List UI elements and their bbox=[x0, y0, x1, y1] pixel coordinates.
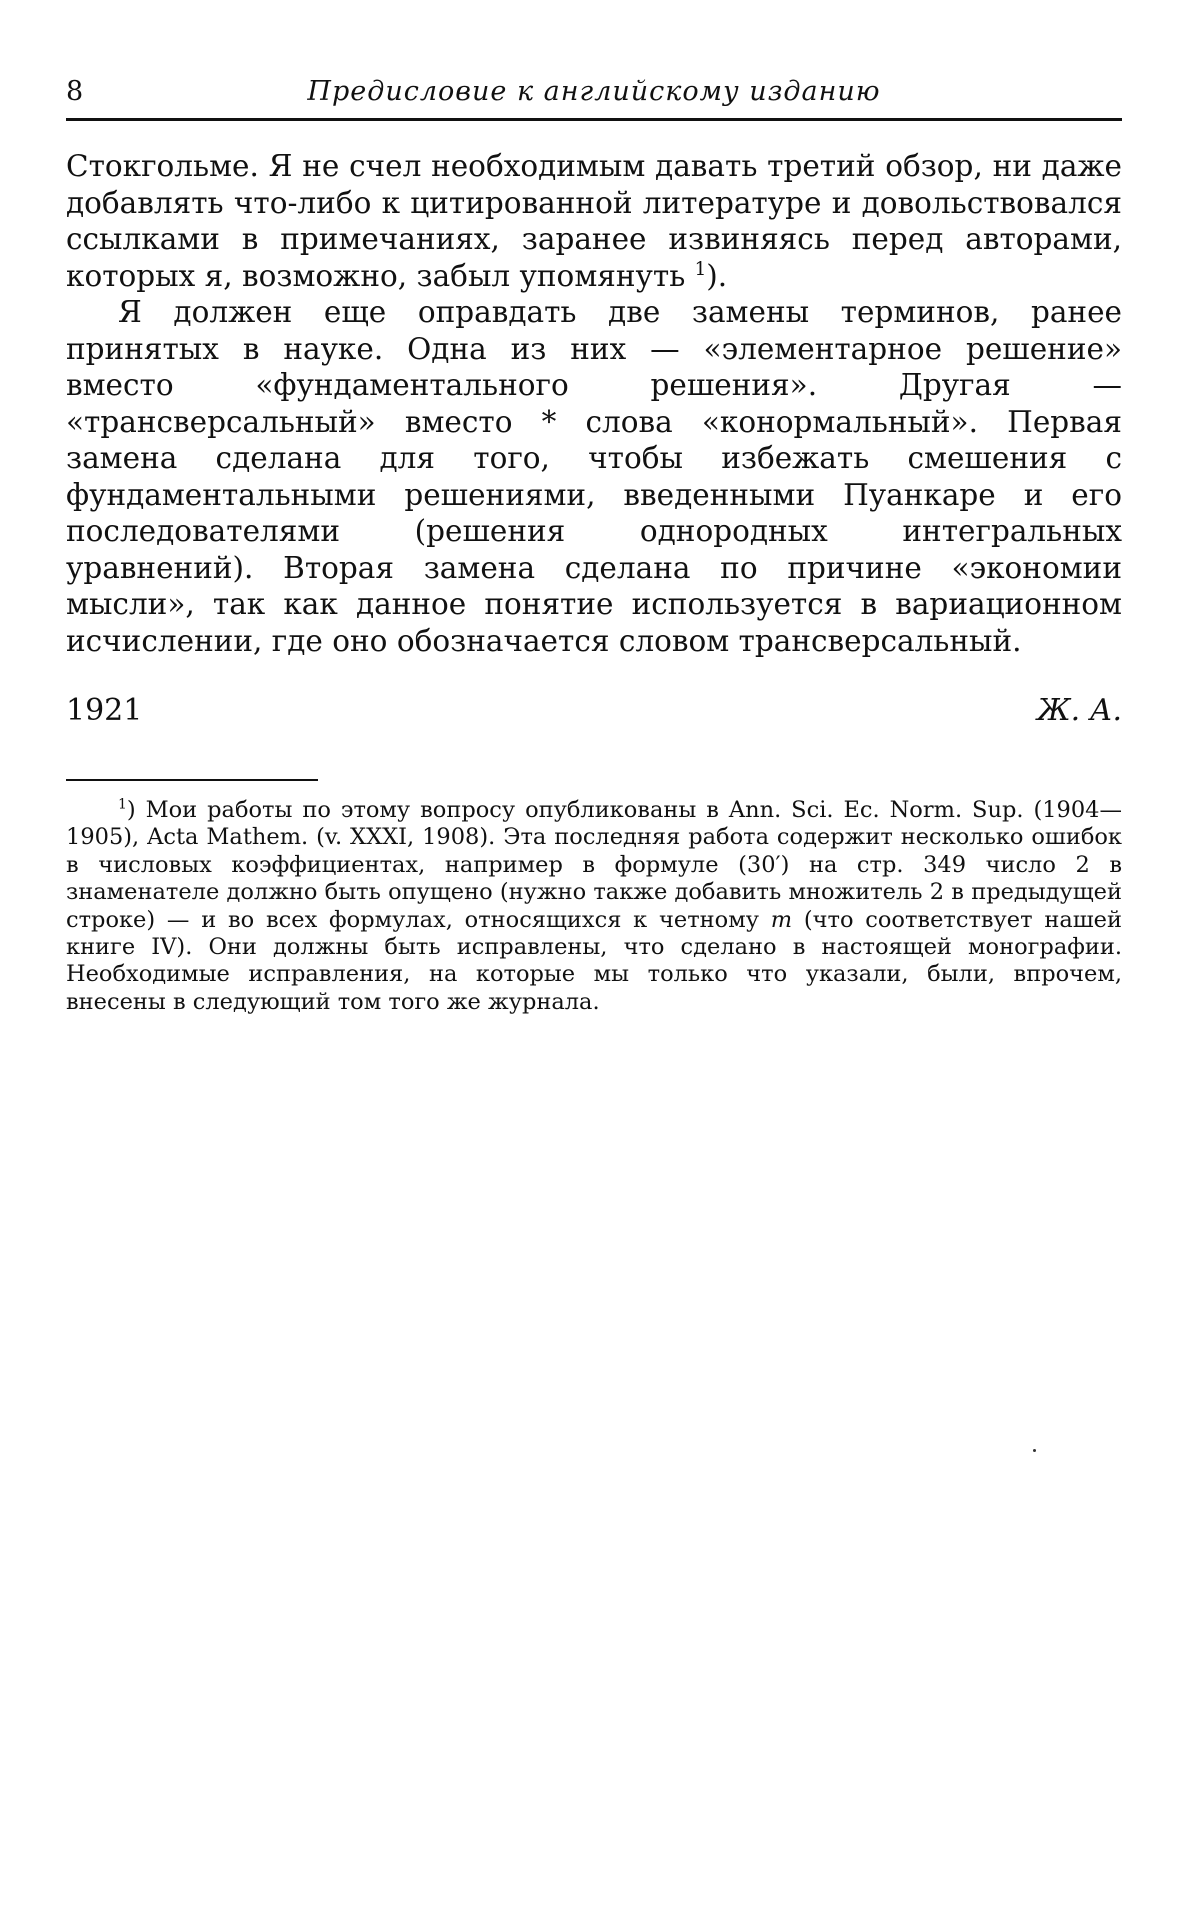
paragraph-2: Я должен еще оправдать две замены терминов, ранее принятых в науке. Одна из них — «элементарное решение» вместо «фундаментального решения». Другая — «трансверсальный» вместо * слова «конормальный». Первая замена сделана для того, чтобы избежать смешения с фундаментальными решениями, введенными Пуанкаре и его последователями (решения однородных интегральных уравнений). Вторая замена сделана по причине «экономии мысли», так как данное понятие используется в вариационном исчислении, где оно обозначается словом трансверсальный. bbox=[66, 295, 1122, 658]
signature-year: 1921 bbox=[66, 693, 143, 728]
running-head-title: Предисловие к английскому изданию bbox=[307, 76, 881, 107]
footnote-reference[interactable]: 1 bbox=[694, 258, 707, 280]
paragraph-1-end: ). bbox=[706, 258, 728, 293]
scan-speck bbox=[1033, 1449, 1036, 1452]
body-text bbox=[66, 148, 1122, 659]
page-number: 8 bbox=[66, 76, 84, 107]
footnote-marker: 1 bbox=[118, 796, 127, 813]
signature-initials: Ж. А. bbox=[1036, 693, 1122, 728]
footnote-text-2: (что соответствует нашей книге IV). Они должны быть исправлены, что сделано в настоящей монографии. Необходимые исправления, на которые мы только что указали, были, впрочем, внесены в следующий том того же журнала. bbox=[66, 906, 1122, 1015]
footnote bbox=[66, 797, 1122, 1016]
signature-line bbox=[66, 693, 1122, 733]
footnote-text-1: ) Мои работы по этому вопросу опубликованы в Ann. Sci. Ec. Norm. Sup. (1904—1905), Acta Mathem. (v. XXXI, 1908). Эта последняя работа содержит несколько ошибок в числовых коэффициентах, например в формуле (30′) на стр. 349 число 2 в знаменателе должно быть опущено (нужно также добавить множитель 2 в предыдущей строке) — и во всех формулах, относящихся к четному bbox=[66, 797, 1122, 933]
paragraph-1-text: Стокгольме. Я не счел необходимым давать третий обзор, ни даже добавлять что-либо к цитированной литературе и довольствовался ссылками в примечаниях, заранее извиняясь перед авторами, которых я, возможно, забыл упомянуть bbox=[66, 149, 1122, 293]
document-page bbox=[66, 70, 1122, 1039]
paragraph-1 bbox=[66, 148, 1122, 294]
header-rule bbox=[66, 118, 1122, 121]
footnote-variable-m: m bbox=[770, 906, 793, 933]
running-head bbox=[66, 70, 1122, 114]
footnote-rule bbox=[66, 779, 318, 781]
